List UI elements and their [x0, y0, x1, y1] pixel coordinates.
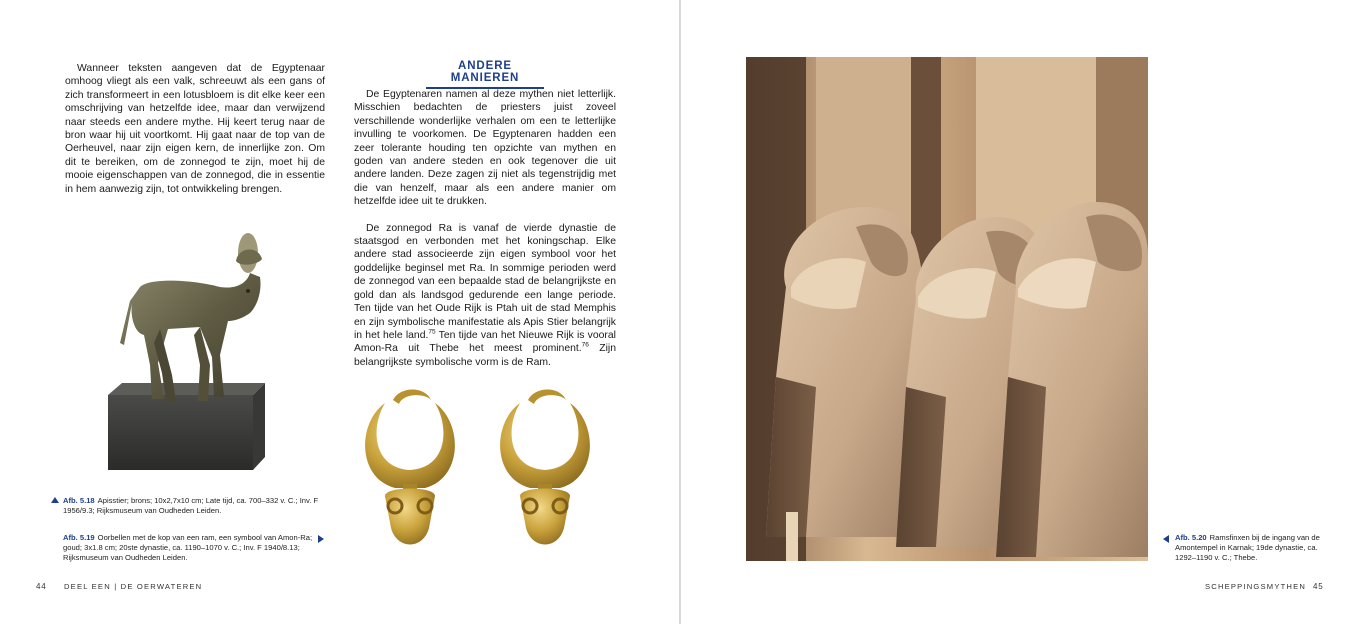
left-page	[0, 0, 680, 624]
right-column-text	[354, 88, 616, 369]
running-head-right: SCHEPPINGSMYTHEN	[1205, 582, 1307, 591]
caption-5-18	[63, 496, 323, 516]
footnote-ref-75[interactable]: 75	[428, 328, 436, 336]
left-column-text	[65, 62, 325, 196]
paragraph-andere-manieren: De Egyptenaren namen al deze mythen niet letterlijk. Misschien bedachten de priesters juist zoveel verschillende wonderlijke verhalen om een te letterlijke invulling te voorkomen. De Egyptenaren hadden een zeer tolerante houding ten opzichte van mythen en goden van andere steden en ook tegenover die uit andere landen. Deze zagen zij niet als tegenstrijdig met die van henzelf, maar als een andere manier om hetzelfde idee uit te drukken.	[354, 89, 616, 208]
caption-text: Ramsfinxen bij de ingang van de Amontempel in Karnak; 19de dynastie, ca. 1292–1190 v. C.; Thebe.	[1175, 533, 1320, 562]
section-heading: ANDERE MANIEREN	[426, 60, 544, 89]
gold-ram-earrings-image	[355, 378, 610, 563]
triangle-up-icon	[51, 497, 59, 503]
caption-label: Afb. 5.18	[63, 496, 95, 505]
caption-text: Oorbellen met de kop van een ram, een symbool van Amon-Ra; goud; 3x1.8 cm; 20ste dynastie, ca. 1190–1070 v. C.; Inv. F 1940/8.13; Rijksmuseum van Oudheden Leiden.	[63, 533, 313, 562]
earring-left	[365, 390, 455, 545]
page-number-right: 45	[1313, 582, 1324, 591]
ram-sphinxes-photo	[746, 57, 1148, 561]
caption-5-19	[63, 533, 313, 563]
triangle-left-icon	[1163, 535, 1169, 543]
apis-bull-statue-image	[100, 225, 280, 475]
paragraph-intro: Wanneer teksten aangeven dat de Egyptenaar omhoog vliegt als een valk, schreeuwt als een gans of zich transformeert in een lotusbloem is dit elke keer een omschrijving van hetzelfde idee, maar dan verwijzend naar steeds een andere mythe. Hij keert terug naar de bron waar hij uit voortkomt. Hij gaat naar de top van de Oerheuvel, naar zijn eigen kern, de innerlijke zon. Om dit te bereiken, om de zonnegod te zijn, moet hij de mooie eigenschappen van de zonnegod, die in essentie in hem aanwezig zijn, tot ontwikkeling brengen.	[65, 63, 325, 195]
caption-label: Afb. 5.20	[1175, 533, 1207, 542]
earring-right	[500, 390, 590, 545]
page-number-left: 44	[36, 582, 47, 591]
footnote-ref-76[interactable]: 76	[581, 341, 589, 349]
caption-label: Afb. 5.19	[63, 533, 95, 542]
caption-text: Apisstier; brons; 10x2,7x10 cm; Late tijd, ca. 700–332 v. C.; Inv. F 1956/9.3; Rijksmuseum van Oudheden Leiden.	[63, 496, 319, 515]
running-head-left: DEEL EEN | DE OERWATEREN	[64, 582, 203, 591]
triangle-right-icon	[318, 535, 324, 543]
paragraph-zonnegod-ra: De zonnegod Ra is vanaf de vierde dynastie de staatsgod en verbonden met het koningschap. Elke andere stad associeerde zijn eigen symbool voor het goddelijke beginsel met Ra. In sommige perioden werd de zonnegod van een bepaalde stad de belangrijkste en gold dan als landsgod gedurende een lange periode. Ten tijde van het Oude Rijk is Ptah uit de stad Memphis en zijn symbolische manifestatie als Apis Stier belangrijk in het hele land.$^{75}$ Ten tijde van het Nieuwe Rijk is vooral Amon-Ra uit Thebe het meest prominent.$^{76}$ Zijn belangrijkste symbolische vorm is de Ram.	[354, 222, 616, 368]
caption-5-20	[1175, 533, 1335, 563]
